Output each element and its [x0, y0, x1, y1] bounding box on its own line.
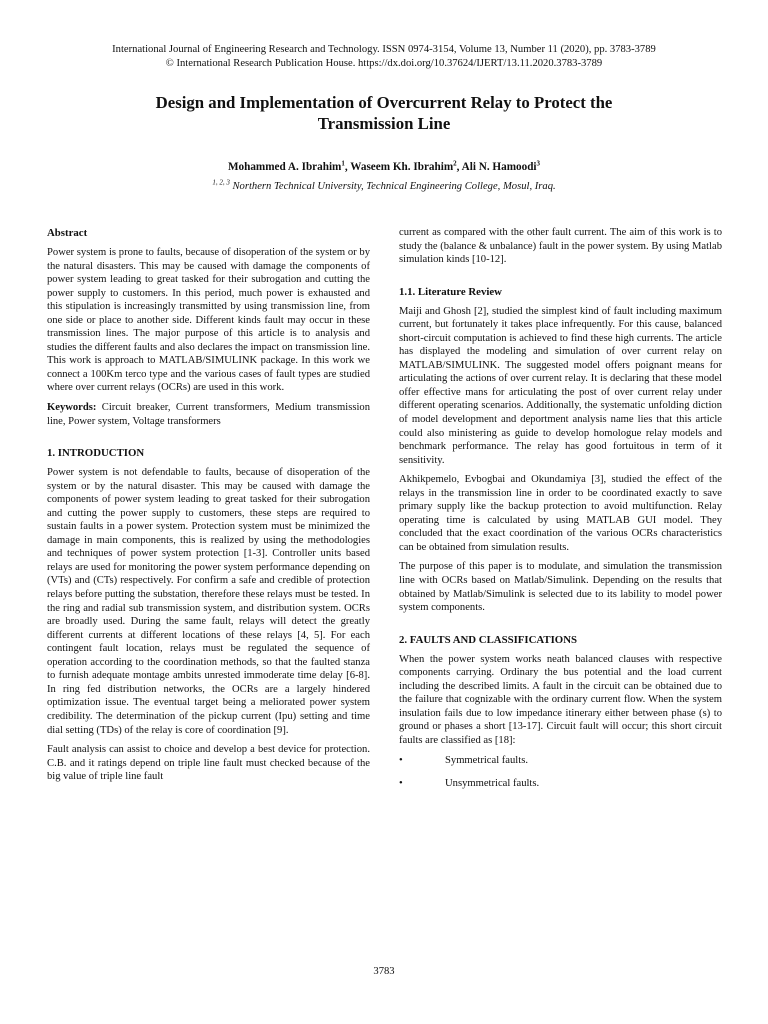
author-list: Mohammed A. Ibrahim$^1$, Waseem Kh. Ibrahim$^2$, Ali N. Hamoodi$^3$ — [227, 159, 541, 173]
introduction-paragraph: Power system is not defendable to faults, because of disoperation of the system or by the natural disaster. This may be caused with damage the components of power system leading to great tasked for their subrogation and cutting the power supply to customers, these steps are required to sustain faults in a power system. Protection system must be minimized the damage in main components, this is realized by using the methodologies and techniques of power system protection [1-3]. Controller units based relays are used for monitoring the power system performance depending on (VTs) and (CTs) respectively. For confirm a safe and credible of protection relays before putting the substation, therefore these relays must be tested. In the ring and radial sub transmission system, and distribution system. OCRs are broadly used. During the same fault, relays will detect the greatly different currents at different locations of these relays [4, 5]. For each contingent fault location, relays must be regulated the sequence of operation according to the coordination methods, so that the faulted stanza to furnish adequate montage ambits unrested immoderate time delay [6-8]. In ring fed distribution networks, the OCRs are a largely hindered optimization issue. The eventual target being a meliorated power system credibility. The determination of the pickup current (Ipu) setting and time dial setting (TDs) of the relay is core of coordination [9]. — [47, 467, 370, 736]
list-item: • Unsymmetrical faults. — [399, 778, 540, 790]
introduction-paragraph-continued: current as compared with the other fault current. The aim of this work is to study the (balance & unbalance) fault in the power system. By using Matlab simulation kinds [10-12]. — [399, 227, 722, 266]
literature-paragraph: Maiji and Ghosh [2], studied the simplest kind of fault including maximum current, but fortunately it takes place infrequently. For this cause, balanced short-circuit computation is achieved to find these high currents. The article has displayed the modeling and simulation of over current relay on MATLAB/SIMULINK. The suggested model offers poignant means for articulating the actions of over current relay. It is declaring that these model offer effective mans for articulating the post of over current relay under different operating scenarios. Additionally, the systematic unfolding diction of model development and deportment analysis name lies that this article could also ministering as guide to develop homologue relay models and benchmark performance. The relay has good fortuitous in term of it sensitivity. — [399, 305, 722, 466]
left-column — [47, 226, 370, 790]
right-column — [399, 226, 722, 801]
journal-doi-line: © International Research Publication House. https://dx.doi.org/10.37624/IJERT/13.11.2020.3783-3789 — [165, 57, 603, 69]
keywords — [47, 401, 370, 428]
author-affiliation-mark: 2 — [453, 159, 457, 168]
paper-title-line-2: Transmission Line — [317, 114, 451, 133]
literature-paragraph: The purpose of this paper is to modulate, and simulation the transmission line with OCRs based on Matlab/Simulink. Depending on the results that obtained by Matlab/Simulink is selected due to its lability to model power system components. — [399, 561, 722, 614]
introduction-heading: 1. INTRODUCTION — [47, 447, 145, 460]
faults-heading: 2. FAULTS AND CLASSIFICATIONS — [399, 633, 577, 646]
page-number: 3783 — [373, 966, 395, 977]
bullet-icon: • — [399, 778, 403, 790]
literature-review-heading: 1.1. Literature Review — [399, 285, 502, 298]
introduction-paragraph: Fault analysis can assist to choice and develop a best device for protection. C.B. and it ratings depend on triple line fault must checked because of the big value of triple line fault — [47, 744, 370, 783]
bullet-icon: • — [399, 754, 403, 766]
journal-header — [40, 43, 728, 70]
author-name: Waseem Kh. Ibrahim — [350, 161, 454, 173]
keywords-text: Circuit breaker, Current transformers, Medium transmission line, Power system, Voltage transformers — [47, 402, 370, 427]
list-item: • Symmetrical faults. — [399, 754, 528, 766]
author-name: Mohammed A. Ibrahim — [227, 161, 342, 173]
fault-types-list — [399, 754, 722, 791]
author-affiliation-mark: 1 — [341, 159, 345, 168]
author-affiliation-mark: 3 — [536, 159, 541, 168]
literature-paragraph: Akhikpemelo, Evbogbai and Okundamiya [3], studied the effect of the relays in the transmission line in order to be coordinated exactly to save primary supply like the backup protection to avoid multifunction. Relay operating time is calculated by using MATLAB GUI model. They concluded that the exact coordination of the various OCRs characteristics can be obtained from simulation results. — [399, 474, 722, 553]
abstract-body: Power system is prone to faults, because of disoperation of the system or by the natural disasters. This may be caused with damage the components of power system leading to great tasked for their subrogation and cutting the power supply to customers. In this period, much power is exhausted and this stipulation is increasingly transmitted by using transmission line, from one side or place to another side. Different kinds fault may occur in these transmission lines. The major purpose of this article is to analysis and studies the different faults and also declares the impact on transmission line. This work is approach to MATLAB/SIMULINK package. In this work we connect a 100Km terco type and the various cases of fault types are studied where over current relays (OCRs) are used in this work. — [47, 247, 370, 394]
faults-paragraph: When the power system works neath balanced clauses with respective components carrying. Ordinary the bus potential and the load current including the described limits. A fault in the circuit can be obtained due to the failure that cognizable with the ordinary current flow. When the system insulation fails due to low impedance itinerary either between phase (s) to ground or phases a short [13-17]. Circuit fault will occur; this short circuit faults are classified as [18]: — [399, 653, 722, 746]
affiliation-marks: 1, 2, 3 — [212, 178, 230, 187]
abstract-heading: Abstract — [47, 227, 88, 239]
keywords-label: Keywords: — [47, 402, 97, 414]
paper-title — [60, 92, 708, 134]
author-name: Ali N. Hamoodi — [461, 161, 537, 173]
paper-title-line-1: Design and Implementation of Overcurrent Relay to Protect the — [155, 93, 613, 112]
affiliation — [60, 178, 708, 192]
affiliation-text: Northern Technical University, Technical Engineering College, Mosul, Iraq. — [229, 181, 556, 192]
journal-citation-line: International Journal of Engineering Research and Technology. ISSN 0974-3154, Volume 13, Number 11 (2020), pp. 3783-3789 — [112, 44, 656, 55]
